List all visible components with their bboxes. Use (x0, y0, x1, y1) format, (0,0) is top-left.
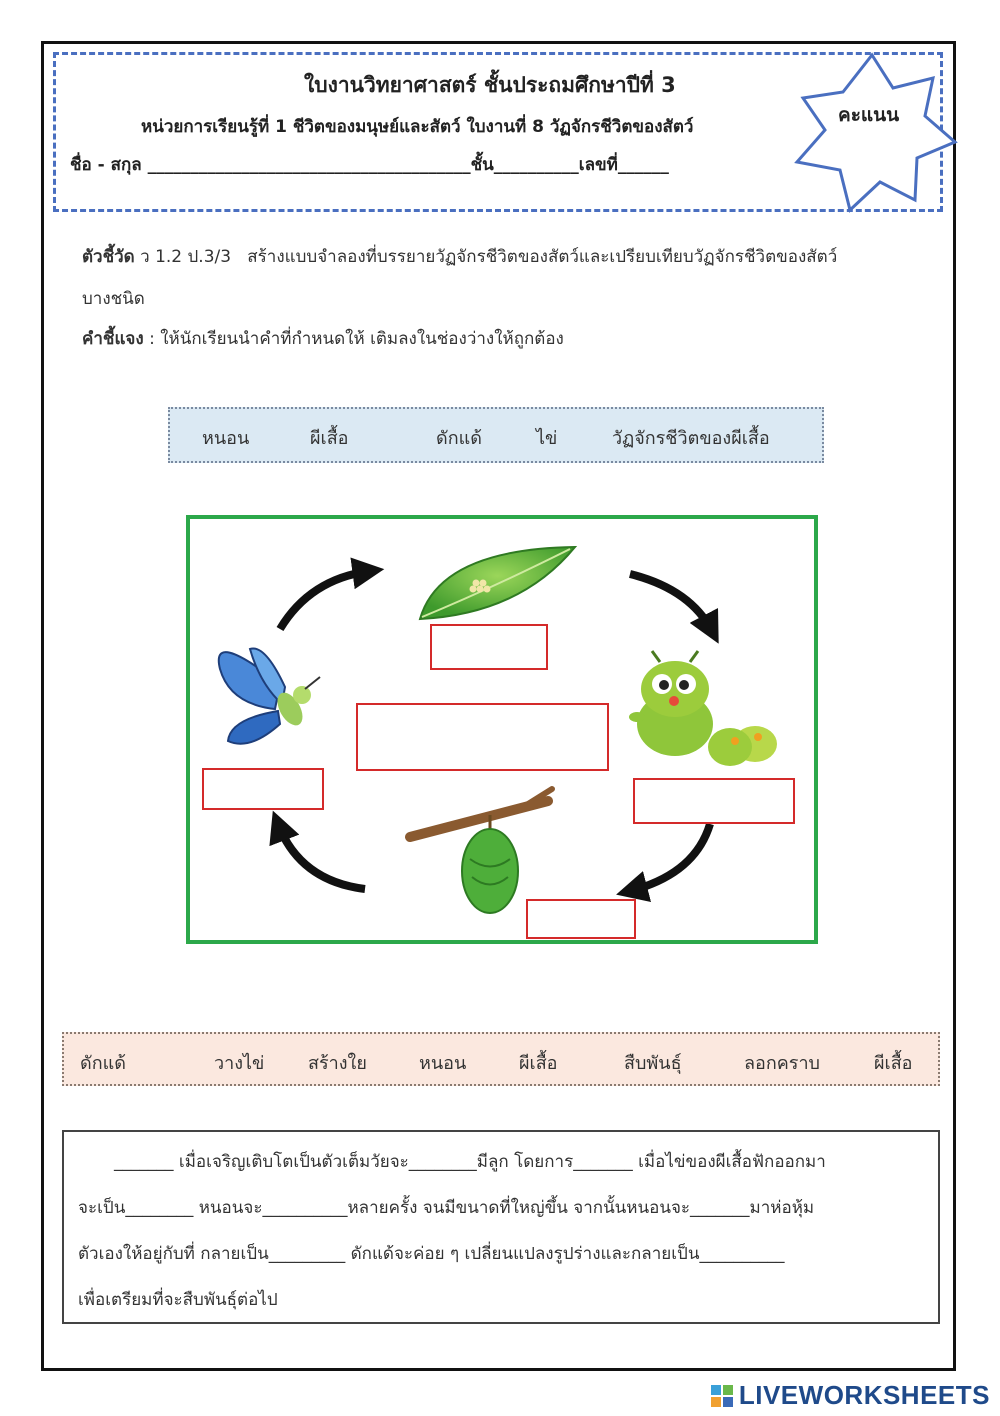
answer-box-pupa[interactable] (526, 899, 636, 939)
worksheet-title: ใบงานวิทยาศาสตร์ ชั้นประถมศึกษาปีที่ 3 (304, 73, 676, 97)
score-star-icon (785, 50, 960, 215)
answer-box-caterpillar[interactable] (633, 778, 795, 824)
arrow-icon (278, 824, 365, 889)
word-bank-item[interactable]: ผีเสื้อ (519, 1053, 558, 1074)
instruction-line (82, 325, 564, 352)
fill-in-paragraph (62, 1130, 940, 1324)
word-bank-item[interactable]: หนอน (202, 428, 250, 449)
indicator-label: ตัวชี้วัด (82, 247, 135, 267)
word-bank-paragraph (62, 1032, 940, 1086)
word-bank-item[interactable]: สืบพันธุ์ (624, 1053, 682, 1074)
paragraph-line: _______ เมื่อเจริญเติบโตเป็นตัวเต็มวัยจะ________มีลูก โดยการ_______ เมื่อไข่ของผีเสื้อฟักออกมา (114, 1152, 826, 1172)
paragraph-line: ตัวเองให้อยู่กับที่ กลายเป็น_________ ดักแด้จะค่อย ๆ เปลี่ยนแปลงรูปร่างและกลายเป็น__________ (78, 1244, 785, 1264)
paragraph-line: เพื่อเตรียมที่จะสืบพันธุ์ต่อไป (78, 1290, 278, 1310)
caterpillar-icon (629, 651, 777, 766)
pupa-icon (410, 789, 552, 913)
word-bank-item[interactable]: ผีเสื้อ (874, 1053, 913, 1074)
word-bank-item[interactable]: ดักแด้ (436, 428, 482, 449)
word-bank-item[interactable]: หนอน (419, 1053, 467, 1074)
indicator-text-cont: บางชนิด (82, 289, 145, 309)
word-bank-item[interactable]: ลอกคราบ (744, 1053, 820, 1074)
answer-box-title[interactable] (356, 703, 609, 771)
butterfly-icon (219, 648, 320, 743)
word-bank-item[interactable]: ผีเสื้อ (310, 428, 349, 449)
arrow-icon (280, 571, 370, 629)
student-info-line: ชื่อ - สกุล ______________________________________ชั้น__________เลขที่______ (70, 155, 669, 175)
worksheet-subtitle: หน่วยการเรียนรู้ที่ 1 ชีวิตของมนุษย์และสัตว์ ใบงานที่ 8 วัฏจักรชีวิตของสัตว์ (141, 117, 694, 137)
instruction-text: : ให้นักเรียนนำคำที่กำหนดให้ เติมลงในช่องว่างให้ถูกต้อง (149, 329, 564, 349)
indicator-line (82, 243, 837, 270)
indicator-code: ว 1.2 ป.3/3 (140, 247, 232, 267)
liveworksheets-brand: LIVEWORKSHEETS (738, 1380, 990, 1410)
instruction-label: คำชี้แจง (82, 329, 144, 349)
word-bank-item[interactable]: วางไข่ (214, 1053, 265, 1074)
paragraph-line: จะเป็น________ หนอนจะ__________หลายครั้ง จนมีขนาดที่ใหญ่ขึ้น จากนั้นหนอนจะ_______มาห่อหุ้ม (78, 1198, 815, 1218)
answer-box-butterfly[interactable] (202, 768, 324, 810)
word-bank-item[interactable]: ดักแด้ (80, 1053, 126, 1074)
leaf-eggs-icon (420, 547, 575, 619)
life-cycle-diagram (186, 515, 818, 944)
word-bank-diagram (168, 407, 824, 463)
word-bank-item[interactable]: ไข่ (536, 428, 558, 449)
liveworksheets-grid-icon (711, 1385, 733, 1407)
arrow-icon (630, 824, 710, 891)
liveworksheets-logo (711, 1380, 990, 1411)
indicator-text: สร้างแบบจำลองที่บรรยายวัฏจักรชีวิตของสัตว์และเปรียบเทียบวัฏจักรชีวิตของสัตว์ (247, 247, 838, 267)
word-bank-item[interactable]: วัฏจักรชีวิตของผีเสื้อ (612, 428, 770, 449)
arrow-icon (630, 574, 712, 631)
score-label: คะแนน (838, 104, 900, 126)
word-bank-item[interactable]: สร้างใย (308, 1053, 367, 1074)
answer-box-egg[interactable] (430, 624, 548, 670)
